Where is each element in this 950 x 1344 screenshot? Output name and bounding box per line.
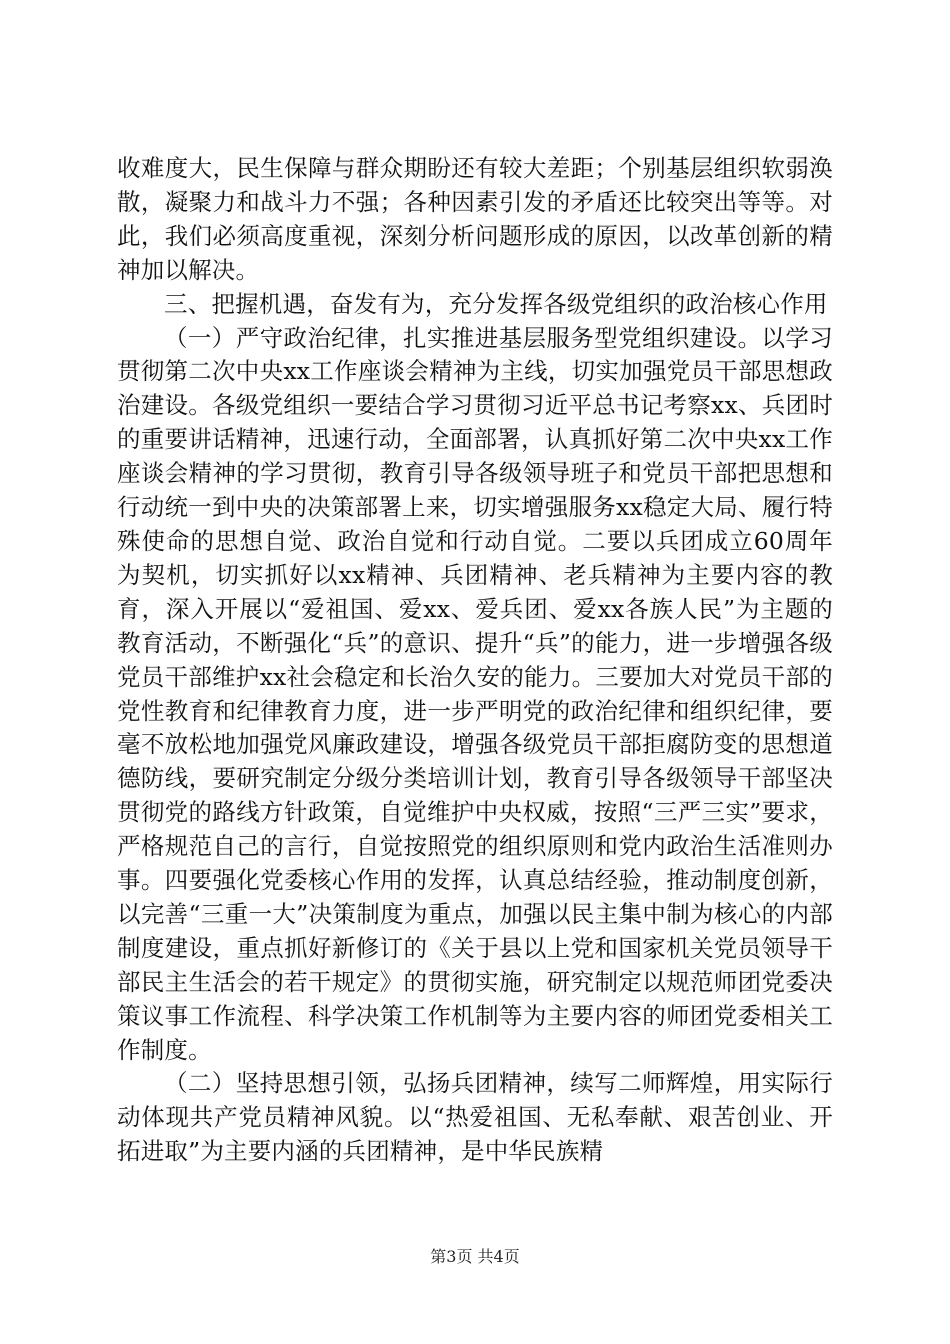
paragraph-subsection-1: （一）严守政治纪律，扎实推进基层服务型党组织建设。以学习贯彻第二次中央xx工作座谈会精神为主线，切实加强党员干部思想政治建设。各级党组织一要结合学习贯彻习近平总书记考察xx、兵团时的重要讲话精神，迅速行动，全面部署，认真抓好第二次中央xx工作座谈会精神的学习贯彻，教育引导各级领导班子和党员干部把思想和行动统一到中央的决策部署上来，切实增强服务xx稳定大局、履行特殊使命的思想自觉、政治自觉和行动自觉。二要以兵团成立60周年为契机，切实抓好以xx精神、兵团精神、老兵精神为主要内容的教育，深入开展以“爱祖国、爱xx、爱兵团、爱xx各族人民”为主题的教育活动，不断强化“兵”的意识、提升“兵”的能力，进一步增强各级党员干部维护xx社会稳定和长治久安的能力。三要加大对党员干部的党性教育和纪律教育力度，进一步严明党的政治纪律和组织纪律，要毫不放松地加强党风廉政建设，增强各级党员干部拒腐防变的思想道德防线，要研究制定分级分类培训计划，教育引导各级领导干部坚决贯彻党的路线方针政策，自觉维护中央权威，按照“三严三实”要求，严格规范自己的言行，自觉按照党的组织原则和党内政治生活准则办事。四要强化党委核心作用的发挥，认真总结经验，推动制度创新，以完善“三重一大”决策制度为重点，加强以民主集中制为核心的内部制度建设，重点抓好新修订的《关于县以上党和国家机关党员领导干部民主生活会的若干规定》的贯彻实施，研究制定以规范师团党委决策议事工作流程、科学决策工作机制等为主要内容的师团党委相关工作制度。: [117, 323, 833, 1064]
paragraph-1: 收难度大，民生保障与群众期盼还有较大差距；个别基层组织软弱涣散，凝聚力和战斗力不强；各种因素引发的矛盾还比较突出等等。对此，我们必须高度重视，深刻分析问题形成的原因，以改革创新的精神加以解决。: [117, 154, 833, 284]
page-number-footer: 第3页 共4页: [430, 1247, 520, 1266]
document-body: [117, 152, 833, 1169]
paragraph-subsection-2: （二）坚持思想引领，弘扬兵团精神，续写二师辉煌，用实际行动体现共产党员精神风貌。以“热爱祖国、无私奉献、艰苦创业、开拓进取”为主要内涵的兵团精神，是中华民族精: [117, 1069, 833, 1166]
section-heading-3: 三、把握机遇，奋发有为，充分发挥各级党组织的政治核心作用: [164, 289, 828, 318]
